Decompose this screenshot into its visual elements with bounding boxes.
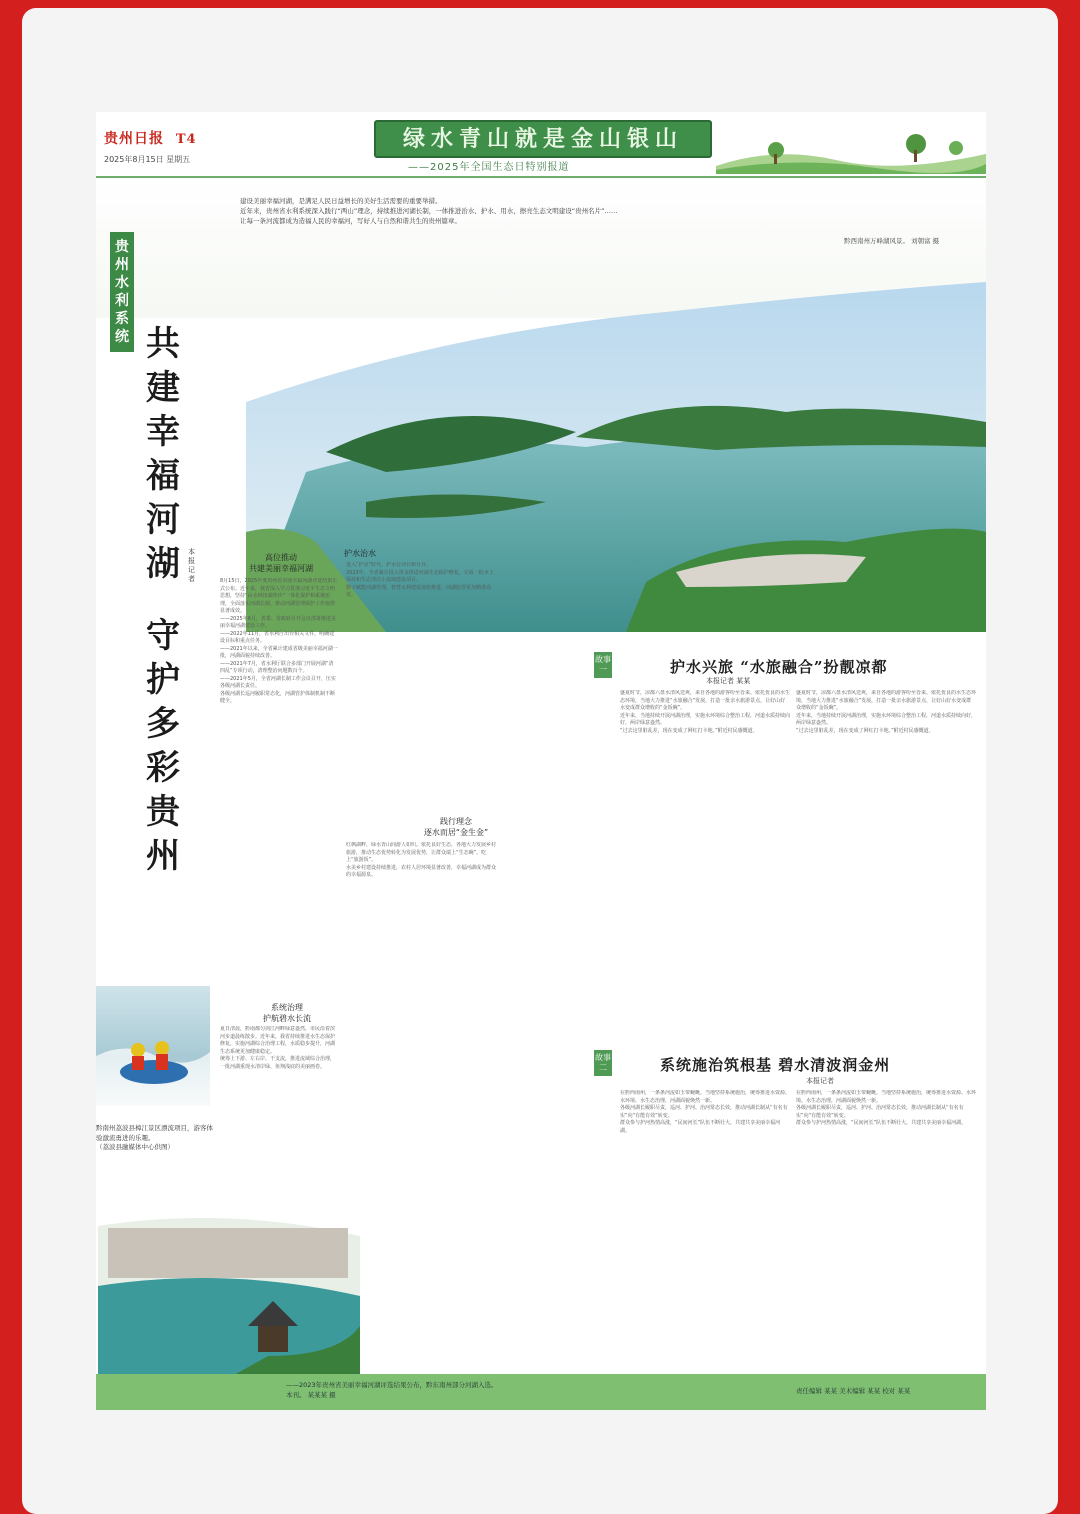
footer-note: ——2023年贵州省美丽幸福河湖评选结果公布，黔东南州部分河湖入选。 本刊。 某某某 摄 — [286, 1381, 498, 1399]
column1b-heading: 系统治理 护航碧水长流 — [263, 1003, 311, 1023]
riverside-town-photo — [98, 1206, 360, 1384]
story2-title: 系统施治筑根基 碧水清波润金州 — [660, 1056, 891, 1074]
story1-title: 护水兴旅 “水旅融合”扮靓凉都 — [670, 658, 888, 676]
headline-part1: 共建幸福河湖 — [146, 324, 180, 584]
masthead-brand — [104, 128, 197, 148]
page-number: T4 — [175, 132, 197, 147]
banner-subtitle: ——2025年全国生态日特别报道 — [408, 162, 570, 173]
banner-title: 绿水青山就是金山银山 — [374, 120, 712, 158]
footer-credits: 责任编辑 某某 美术编辑 某某 校对 某某 — [796, 1387, 911, 1395]
story1-tag: 故事一 — [594, 652, 612, 678]
main-headline — [140, 322, 186, 878]
column2b-body: 红枫湖畔，绿水青山间游人如织。依托良好生态，各地大力发展乡村旅游，推动生态优势转化为发展优势，让群众端上“生态碗”、吃上“旅游饭”。 水美乡村建设持续推进，农村人居环境显著改善，幸福河湖成为群众的幸福源泉。 — [346, 842, 496, 878]
rafting-caption: 黔南州荔波县樟江景区漂流项目，游客体验激流勇进的乐趣。 （荔波县融媒体中心供图） — [96, 1124, 213, 1151]
landscape-illustration — [716, 126, 986, 174]
column1-body: 8月15日，2025年度贵州省美丽幸福河湖评选结果正式公布。近年来，我省深入学习贯彻习近平生态文明思想，坚持“山水林田湖草沙”一体化保护和系统治理，全面落实河湖长制，推动河湖管理保护工作取得显著成效。 ——2025年6月，省委、省政府召开会议部署推进美丽幸福河湖建设工作。 ——2022年11月，省水利厅出台相关文件，明确建设目标和重点任务。 ——2021年以来，全省累计建成省级美丽幸福河湖一批，河湖面貌持续改善。 ——2021年7月，省水利厅联合多部门开展河湖“清四乱”专项行动，清理整治问题数百个。 ——2021年5月，全省河湖长制工作会议召开，压实各级河湖长责任。 各级河湖长巡河履职常态化，河湖管护体制机制不断健全。 — [220, 578, 338, 704]
story1-author: 本报记者 某某 — [706, 677, 751, 685]
issue-date: 2025年8月15日 星期五 — [104, 155, 191, 164]
photo-credit: 黔西南州万峰湖风景。 刘朝富 摄 — [844, 237, 940, 245]
story2-author: 本报记者 — [806, 1077, 834, 1085]
section-tag: 贵州水利系统 — [110, 232, 134, 352]
headline-part2: 守护多彩贵州 — [146, 616, 180, 876]
story2-body-left: 在黔西南州，一条条河流如玉带蜿蜒。当地坚持系统施治，统筹推进水资源、水环境、水生态治理，河湖面貌焕然一新。 各级河湖长履职尽责，巡河、护河、治河常态长效，推动河湖长制从“有名有实”向“有能有效”转变。 群众参与护河热情高涨，“民间河长”队伍不断壮大，共建共享美丽幸福河湖。 — [620, 1090, 790, 1134]
story2-body-right: 在黔西南州，一条条河流如玉带蜿蜒。当地坚持系统施治，统筹推进水资源、水环境、水生态治理，河湖面貌焕然一新。 各级河湖长履职尽责，巡河、护河、治河常态长效，推动河湖长制从“有名有实”向“有能有效”转变。 群众参与护河热情高涨，“民间河长”队伍不断壮大，共建共享美丽幸福河湖。 — [796, 1090, 976, 1126]
story1-body-right: 盛夏时节，凉都六盘水清风送爽，来自各地的游客纷至沓来。依托优良的水生态环境，当地大力推进“水旅融合”发展，打造一批亲水旅游景点，让好山好水变成群众增收的“金饭碗”。 近年来，当地持续开展河湖治理，实施水环境综合整治工程，河道水质持续向好，两岸绿意盎然。 “过去这里脏乱差，现在变成了网红打卡地。”附近村民感慨道。 — [796, 690, 976, 734]
column1-heading: 高位推动 共建美丽幸福河湖 — [249, 553, 313, 573]
rafting-photo — [96, 986, 210, 1106]
story2-tag: 故事二 — [594, 1050, 612, 1076]
brand-name: 贵州日报 — [104, 131, 164, 147]
column2-heading: 护水治水 — [344, 549, 376, 558]
newspaper-page — [96, 112, 986, 1410]
column1b-body: 夏日清晨，黔南都匀剑江河畔绿意盎然，市民沿着滨河步道晨练散步。近年来，我省持续推进水生态保护修复，实施河湖综合治理工程，水质稳步提升，河湖生态系统更加健康稳定。 统筹上下游、左右岸、干支流，推进流域综合治理，一批河湖重现水清岸绿、鱼翔浅底的美丽画卷。 — [220, 1026, 336, 1070]
headline-byline: 本报 记者 — [188, 548, 195, 583]
column2b-heading: 践行理念 逐水而居“金生金” — [423, 817, 489, 837]
column2-body: 进入“护水”时代，护水行动日新月异。 2023年，全省累计投入资金推进河湖生态保护修复，完成一批水土保持和生态清洁小流域建设项目。 数字赋能河湖管理，智慧水利建设加快推进，河湖监管更加精准高效。 — [346, 562, 494, 598]
story1-body-left: 盛夏时节，凉都六盘水清风送爽，来自各地的游客纷至沓来。依托优良的水生态环境，当地大力推进“水旅融合”发展，打造一批亲水旅游景点，让好山好水变成群众增收的“金饭碗”。 近年来，当地持续开展河湖治理，实施水环境综合整治工程，河道水质持续向好，两岸绿意盎然。 “过去这里脏乱差，现在变成了网红打卡地。”附近村民感慨道。 — [620, 690, 790, 734]
intro-paragraph: 建设美丽幸福河湖，是满足人民日益增长的美好生活需要的重要举措。 近年来，贵州省水利系统深入践行“两山”理念，持续推进河湖长制，一体推进治水、护水、用水，擦亮生态文明建设“贵州名片”…… 让每一条河流都成为造福人民的幸福河，写好人与自然和谐共生的贵州篇章。 — [240, 197, 618, 225]
